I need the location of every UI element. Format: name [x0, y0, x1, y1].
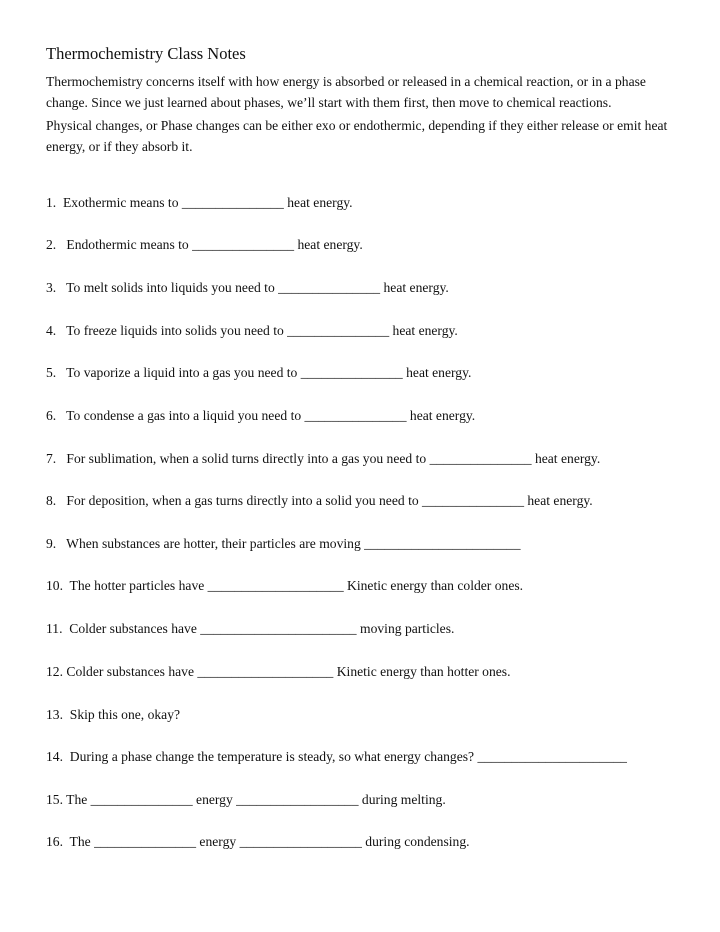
page-title: Thermochemistry Class Notes [46, 44, 246, 63]
phase-change-paragraph: Physical changes, or Phase changes can be either exo or endothermic, depending if they either release or emit heat energy, or if they absorb it. [46, 118, 668, 154]
intro-paragraph: Thermochemistry concerns itself with how energy is absorbed or released in a chemical reaction, or in a phase change. Since we just learned about phases, we’ll start with them first, then move to chemical reactions. [46, 74, 646, 110]
question-16: 16. The _______________ energy __________________ during condensing. [46, 834, 470, 849]
question-15: 15. The _______________ energy __________________ during melting. [46, 792, 446, 807]
question-7: 7. For sublimation, when a solid turns directly into a gas you need to _______________ heat energy. [46, 451, 601, 466]
question-4: 4. To freeze liquids into solids you need to _______________ heat energy. [46, 323, 458, 338]
question-1: 1. Exothermic means to _______________ heat energy. [46, 195, 353, 210]
question-5: 5. To vaporize a liquid into a gas you need to _______________ heat energy. [46, 365, 472, 380]
question-2: 2. Endothermic means to _______________ heat energy. [46, 237, 363, 252]
question-12: 12. Colder substances have ____________________ Kinetic energy than hotter ones. [46, 664, 511, 679]
question-6: 6. To condense a gas into a liquid you need to _______________ heat energy. [46, 408, 476, 423]
question-13: 13. Skip this one, okay? [46, 707, 181, 722]
question-11: 11. Colder substances have _______________________ moving particles. [46, 621, 455, 636]
question-14: 14. During a phase change the temperature is steady, so what energy changes? ______________________ [46, 749, 627, 764]
question-3: 3. To melt solids into liquids you need to _______________ heat energy. [46, 280, 449, 295]
question-9: 9. When substances are hotter, their particles are moving _______________________ [46, 536, 521, 551]
question-8: 8. For deposition, when a gas turns directly into a solid you need to _______________ heat energy. [46, 493, 593, 508]
question-10: 10. The hotter particles have ____________________ Kinetic energy than colder ones. [46, 578, 524, 593]
